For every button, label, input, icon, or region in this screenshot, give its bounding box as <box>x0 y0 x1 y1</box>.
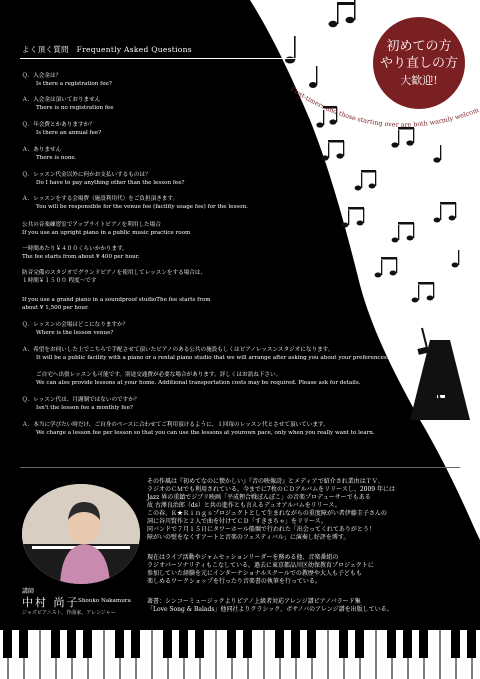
faq-answer: Ａ．本当に学びたい時だけ、ご自身のペースに合わせてご利用頂けるように、１回毎のレッスン代とさせて頂いています。 <box>22 422 329 428</box>
faq-question-en: Where is the lesson venue? <box>36 330 114 336</box>
faq-detail: ご自宅へ出張レッスンも可能です。別途交通費が必要な場合があります。詳しくはお訊ね下さい。 <box>36 372 282 378</box>
faq-question-en: Isn't the lesson fee a monthly fee? <box>36 405 133 411</box>
faq-detail: １時間￥１５００ 程度〜です <box>22 278 97 284</box>
instructor-label: 講師 <box>22 588 35 595</box>
instructor-name-ja: 中村 尚子 <box>22 596 80 609</box>
piano-keys-decoration <box>0 628 480 679</box>
bio-line: 詞に谷川賢作と２人で曲を付けてＣＤ「すきまちゃ」をリリース。 <box>147 518 327 525</box>
section-divider <box>20 467 460 468</box>
faq-question: Ｑ．レッスン代は、月謝制ではないのですか？ <box>22 397 140 403</box>
bio-line: 「Love Song & Balads」他同社よりクラシック、ボサノバのアレンジ譜を出版している。 <box>147 606 393 613</box>
bio-line: 参加していた経験を元にインターナショナルスクールでの教歴や大人も子どもも <box>147 570 362 577</box>
faq-detail-en: We can also provide lessons at your home. Additional transportation costs may be required. Please ask for details. <box>36 380 361 386</box>
faq-detail: 防音完備のスタジオでグランドピアノを使用してレッスンをする場合は、 <box>22 270 207 276</box>
faq-detail: 公共の音楽練習室でアップライトピアノを利用した場合 <box>22 222 161 228</box>
instructor-photo <box>22 484 140 584</box>
badge-line-2: やり直しの方 <box>379 55 458 71</box>
faq-question-en: Do I have to pay anything other than the lesson fee? <box>36 180 185 186</box>
faq-question-en: Is there an annual fee? <box>36 130 102 136</box>
welcome-english-text: First-timers and those starting over are both warmly welcom <box>288 85 480 129</box>
bio-line: 障がいの壁をなくすアートと音楽のフェスティバル」に演奏し好評を博す。 <box>147 534 350 541</box>
faq-question: Ｑ．入会金は？ <box>22 73 62 79</box>
bio-line: 楽しめるワークショップを行ったり音楽書の執筆を行っている。 <box>147 578 321 585</box>
faq-answer-en: You will be responsible for the venue fee (facility usage fee) for the lesson. <box>36 204 248 210</box>
faq-detail-en: If you use an upright piano in a public music practice room <box>22 230 191 236</box>
bio-line: ラジオパーソナリティもこなしている。過去に東京都品川区幼保教育プロジェクトに <box>147 562 374 569</box>
bio-line: 現在はライブ活動やジャムセッションリーダーを務める他、音楽番組の <box>147 554 339 561</box>
faq-detail: 一時間あたり￥４００くらいかかります。 <box>22 246 128 252</box>
bio-line: 同バンドで７月１５日にタワーホール船堀で行われた「出会ってくれてありがとう！ <box>147 526 375 533</box>
instructor-name-en: Shouko Nakamura <box>78 598 131 604</box>
badge-line-3: 大歓迎! <box>400 73 438 87</box>
bio-line: この春、Ｋ★Ｒｉｎｇｓプロジェクトとして生まれながらの重度障がい者伊藤圭子さんの <box>147 510 387 517</box>
faq-answer: Ａ．入会金は頂いておりません <box>22 97 101 103</box>
instructor-roles: ジャズピアニスト、作曲家、アレンジャー <box>22 610 116 616</box>
welcome-badge <box>373 17 465 109</box>
faq-title: よく頂く質問 Frequently Asked Questions <box>22 45 192 54</box>
bio-line: ラジオのＣＭでも利用されている。今までに7枚のＣＤアルバムをリリースし、2009 年には <box>147 486 396 493</box>
faq-question: Ｑ．年会費とかありますか？ <box>22 122 95 128</box>
faq-answer: Ａ．ありません <box>22 147 62 153</box>
faq-answer-en: It will be a public facility with a piano or a rental piano studio that we will arrange after asking you about your preferences. <box>36 355 389 361</box>
faq-detail-en: If you use a grand piano in a soundproof studioThe fee starts from <box>22 297 211 303</box>
faq-answer-en: There is no registration fee <box>36 105 114 111</box>
bio-line: 故 古澤良治郎（ds）と共の進作とも言えるデュオアルバムをリリース。 <box>147 502 341 509</box>
faq-detail-en: about ¥ 1,500 per hour. <box>22 305 89 311</box>
faq-answer: Ａ．希望をお伺いした上でこちらで手配させて頂いたピアノのある公共の施設もしくはピアノレッスンスタジオになります。 <box>22 347 334 353</box>
bio-line: 著書：シンコーミュージックよりピアノ上級者対応アレンジ譜ピアノバラード集 <box>147 598 361 605</box>
faq-answer-en: We charge a lesson fee per lesson so that you can use the lessons at yourown pace, only when you really want to learn. <box>36 430 375 436</box>
faq-question: Ｑ．レッスンの会場はどこになりますか？ <box>22 322 129 328</box>
faq-answer-en: There is none. <box>36 155 77 161</box>
faq-question-en: Is there a registration fee? <box>36 81 112 87</box>
faq-question: Ｑ．レッスン代金以外に何かお支払いするものは？ <box>22 172 151 178</box>
faq-divider <box>20 58 332 59</box>
bio-line: Jazz 界の重鎮でジブリ映画「平成狸合戦ぽんぽこ」の音楽プロデューサーでもある <box>147 494 371 501</box>
faq-detail-en: The fee starts from about ¥ 400 per hour. <box>22 254 140 260</box>
bio-line: その作風は『初めてなのに懐かしい』『音の映像詩』とメディアで紹介され業由はＴＶ、 <box>147 478 384 485</box>
instructor-portrait-icon <box>22 484 140 584</box>
faq-answer: Ａ．レッスンをする会場費（施設利用代）をご負担頂きます。 <box>22 196 179 202</box>
badge-line-1: 初めての方 <box>386 38 452 54</box>
